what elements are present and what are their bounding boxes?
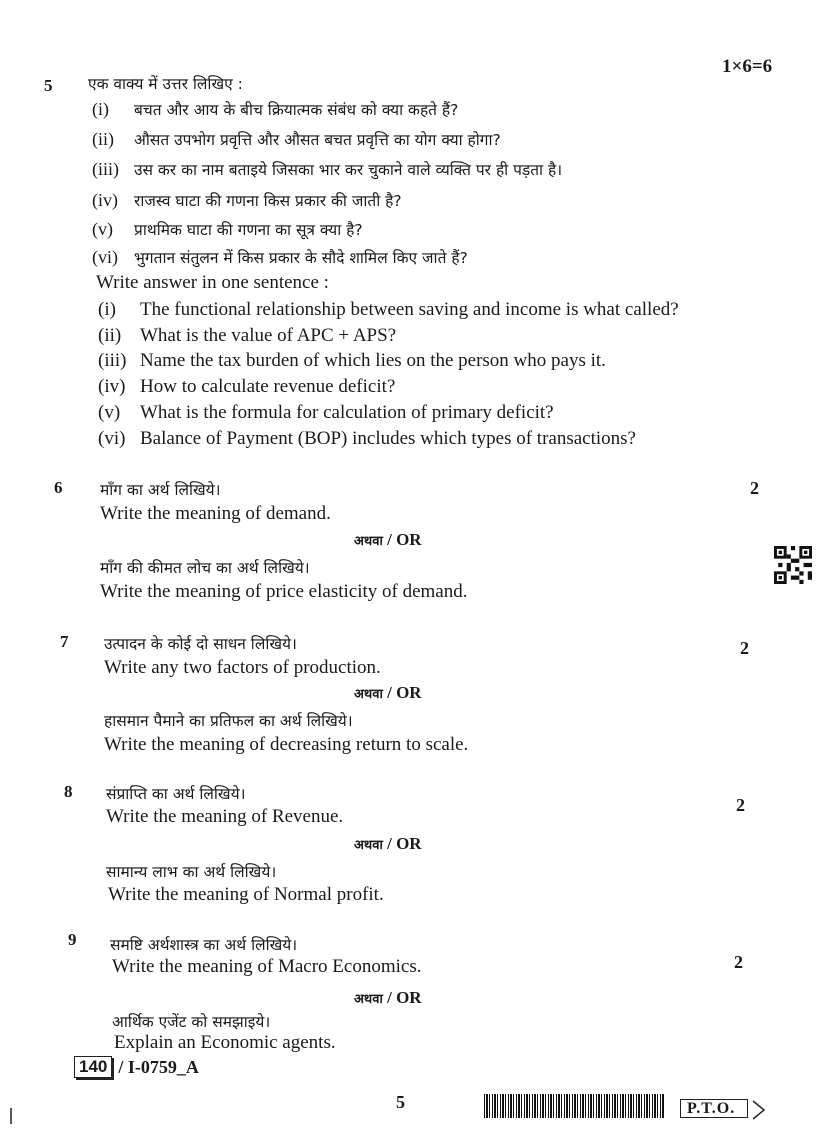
q7-marks: 2 — [740, 638, 749, 658]
q5-hindi-instruction: एक वाक्य में उत्तर लिखिए : — [88, 75, 243, 93]
pto-badge: P.T.O. — [680, 1098, 748, 1118]
q7-alt-hindi: हासमान पैमाने का प्रतिफल का अर्थ लिखिये। — [104, 712, 353, 730]
q8-alt-english: Write the meaning of Normal profit. — [108, 884, 384, 905]
q5-hindi-item: (ii) औसत उपभोग प्रवृत्ति और औसत बचत प्रवृत्ति का योग क्या होगा? — [92, 129, 501, 149]
q9-english: Write the meaning of Macro Economics. — [112, 956, 422, 977]
q6-english: Write the meaning of demand. — [100, 503, 331, 524]
q8-alt-hindi: सामान्य लाभ का अर्थ लिखिये। — [106, 863, 277, 881]
margin-mark — [10, 1108, 12, 1124]
q5-english-item: (vi) Balance of Payment (BOP) includes which types of transactions? — [98, 428, 636, 449]
q6-hindi: माँग का अर्थ लिखिये। — [100, 481, 221, 499]
q9-alt-english: Explain an Economic agents. — [114, 1032, 336, 1053]
q5-english-item: (v) What is the formula for calculation of primary deficit? — [98, 402, 554, 423]
q8-marks: 2 — [736, 795, 745, 815]
q5-english-item: (i) The functional relationship between saving and income is what called? — [98, 299, 679, 320]
q9-marks: 2 — [734, 952, 743, 972]
q9-hindi: समष्टि अर्थशास्त्र का अर्थ लिखिये। — [110, 936, 298, 954]
page-number: 5 — [396, 1092, 405, 1112]
q5-hindi-item: (vi) भुगतान संतुलन में किस प्रकार के सौदे शामिल किए जाते हैं? — [92, 247, 468, 267]
q5-marks: 1×6=6 — [722, 56, 773, 77]
q6-or-divider: अथवा / OR — [354, 530, 422, 549]
q5-number: 5 — [44, 76, 53, 95]
q5-english-instruction: Write answer in one sentence : — [96, 272, 329, 293]
q5-english-item: (iii) Name the tax burden of which lies on the person who pays it. — [98, 350, 606, 371]
q6-marks: 2 — [750, 478, 759, 498]
q7-or-divider: अथवा / OR — [354, 683, 422, 702]
q9-number: 9 — [68, 930, 77, 949]
q5-english-item: (iv) How to calculate revenue deficit? — [98, 376, 396, 397]
barcode-icon — [484, 1094, 664, 1118]
q5-english-item: (ii) What is the value of APC + APS? — [98, 325, 397, 346]
q8-english: Write the meaning of Revenue. — [106, 806, 344, 827]
qr-code-icon — [774, 546, 812, 584]
q5-hindi-item: (iii) उस कर का नाम बताइये जिसका भार कर चुकाने वाले व्यक्ति पर ही पड़ता है। — [92, 159, 563, 179]
q5-hindi-item: (v) प्राथमिक घाटा की गणना का सूत्र क्या है? — [92, 219, 363, 239]
q5-hindi-item: (i) बचत और आय के बीच क्रियात्मक संबंध को क्या कहते हैं? — [92, 99, 459, 119]
q7-number: 7 — [60, 632, 69, 651]
paper-number-box: 140 — [74, 1056, 112, 1078]
q8-or-divider: अथवा / OR — [354, 834, 422, 853]
q9-or-divider: अथवा / OR — [354, 988, 422, 1007]
q8-number: 8 — [64, 782, 73, 801]
paper-code — [74, 1056, 199, 1078]
paper-code-text: / I-0759_A — [118, 1056, 199, 1077]
q7-alt-english: Write the meaning of decreasing return to scale. — [104, 734, 469, 755]
pto-arrow-icon — [752, 1100, 766, 1120]
q6-alt-english: Write the meaning of price elasticity of demand. — [100, 581, 468, 602]
q6-number: 6 — [54, 478, 63, 497]
q9-alt-hindi: आर्थिक एजेंट को समझाइये। — [112, 1013, 271, 1031]
q8-hindi: संप्राप्ति का अर्थ लिखिये। — [106, 785, 246, 803]
q7-hindi: उत्पादन के कोई दो साधन लिखिये। — [104, 635, 297, 653]
q5-hindi-item: (iv) राजस्व घाटा की गणना किस प्रकार की जाती है? — [92, 190, 402, 210]
q7-english: Write any two factors of production. — [104, 657, 381, 678]
q6-alt-hindi: माँग की कीमत लोच का अर्थ लिखिये। — [100, 559, 310, 577]
